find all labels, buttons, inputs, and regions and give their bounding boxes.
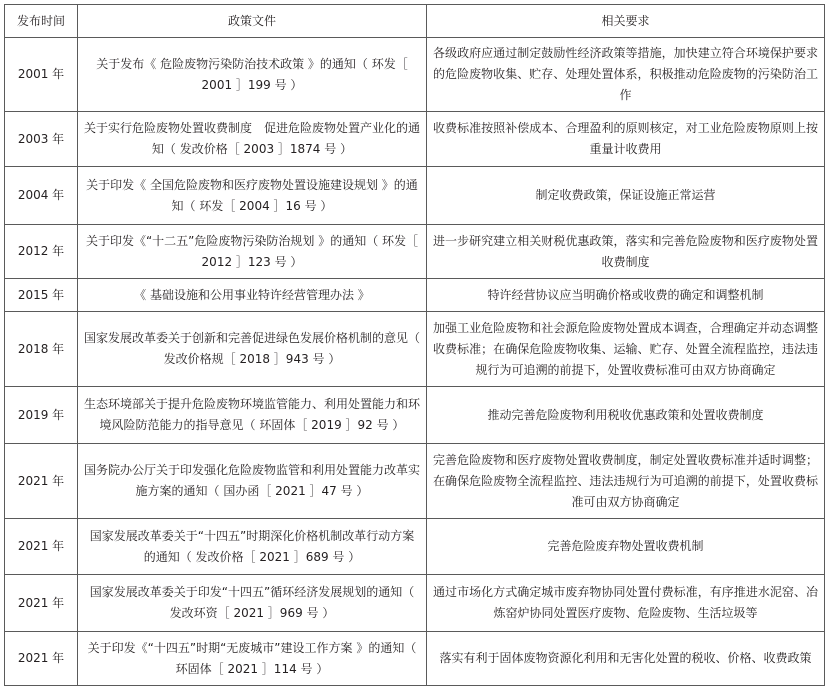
table-row	[5, 167, 825, 225]
table-row	[5, 575, 825, 632]
table-row	[5, 279, 825, 312]
row-year: 2019 年	[5, 387, 78, 444]
table-header-row	[5, 5, 825, 38]
row-policy: 国务院办公厅关于印发强化危险废物监管和利用处置能力改革实施方案的通知（ 国办函［ 2021 ］47 号 ）	[78, 444, 427, 519]
row-requirement: 完善危险废物和医疗废物处置收费制度，制定处置收费标准并适时调整；在确保危险废物全流程监控、违法违规行为可追溯的前提下，处置收费标准可由双方协商确定	[427, 444, 825, 519]
policy-document	[4, 4, 824, 693]
row-year: 2018 年	[5, 312, 78, 387]
row-year: 2021 年	[5, 575, 78, 632]
row-policy: 关于印发《“十二五”危险废物污染防治规划 》的通知（ 环发［ 2012 ］123 号 ）	[78, 225, 427, 279]
row-requirement: 落实有利于固体废物资源化利用和无害化处置的税收、价格、收费政策	[427, 632, 825, 686]
row-year: 2021 年	[5, 519, 78, 575]
row-policy: 国家发展改革委关于印发“十四五”循环经济发展规划的通知（ 发改环资［ 2021 ］969 号 ）	[78, 575, 427, 632]
row-policy: 关于发布《 危险废物污染防治技术政策 》的通知（ 环发［ 2001 ］199 号 ）	[78, 38, 427, 112]
row-policy: 国家发展改革委关于“十四五”时期深化价格机制改革行动方案的通知（ 发改价格［ 2021 ］689 号 ）	[78, 519, 427, 575]
row-year: 2012 年	[5, 225, 78, 279]
row-year: 2015 年	[5, 279, 78, 312]
row-requirement: 各级政府应通过制定鼓励性经济政策等措施，加快建立符合环境保护要求的危险废物收集、贮存、处理处置体系，积极推动危险废物的污染防治工作	[427, 38, 825, 112]
row-requirement: 通过市场化方式确定城市废弃物协同处置付费标准，有序推进水泥窑、冶炼窑炉协同处置医疗废物、危险废物、生活垃圾等	[427, 575, 825, 632]
row-policy: 关于印发《“十四五”时期“无废城市”建设工作方案 》的通知（ 环固体［ 2021 ］114 号 ）	[78, 632, 427, 686]
table-row	[5, 632, 825, 686]
header-policy: 政策文件	[78, 5, 427, 38]
row-policy: 《 基础设施和公用事业特许经营管理办法 》	[78, 279, 427, 312]
table-row	[5, 112, 825, 167]
table-row	[5, 225, 825, 279]
table-row	[5, 312, 825, 387]
policy-table	[4, 4, 825, 686]
row-year: 2001 年	[5, 38, 78, 112]
row-year: 2021 年	[5, 444, 78, 519]
row-policy: 关于印发《 全国危险废物和医疗废物处置设施建设规划 》的通知（ 环发［ 2004 ］16 号 ）	[78, 167, 427, 225]
table-row	[5, 38, 825, 112]
row-requirement: 特许经营协议应当明确价格或收费的确定和调整机制	[427, 279, 825, 312]
table-row	[5, 519, 825, 575]
row-requirement: 完善危险废弃物处置收费机制	[427, 519, 825, 575]
row-requirement: 加强工业危险废物和社会源危险废物处置成本调查，合理确定并动态调整收费标准；在确保危险废物收集、运输、贮存、处置全流程监控，违法违规行为可追溯的前提下，处置收费标准可由双方协商确定	[427, 312, 825, 387]
row-requirement: 收费标准按照补偿成本、合理盈利的原则核定，对工业危险废物原则上按重量计收费用	[427, 112, 825, 167]
row-year: 2021 年	[5, 632, 78, 686]
row-policy: 关于实行危险废物处置收费制度 促进危险废物处置产业化的通知（ 发改价格［ 2003 ］1874 号 ）	[78, 112, 427, 167]
row-policy: 生态环境部关于提升危险废物环境监管能力、利用处置能力和环境风险防范能力的指导意见（ 环固体［ 2019 ］92 号 ）	[78, 387, 427, 444]
row-requirement: 进一步研究建立相关财税优惠政策，落实和完善危险废物和医疗废物处置收费制度	[427, 225, 825, 279]
table-row	[5, 387, 825, 444]
row-policy: 国家发展改革委关于创新和完善促进绿色发展价格机制的意见（ 发改价格规［ 2018 ］943 号 ）	[78, 312, 427, 387]
table-row	[5, 444, 825, 519]
row-requirement: 制定收费政策，保证设施正常运营	[427, 167, 825, 225]
row-year: 2004 年	[5, 167, 78, 225]
header-requirement: 相关要求	[427, 5, 825, 38]
header-date: 发布时间	[5, 5, 78, 38]
row-year: 2003 年	[5, 112, 78, 167]
row-requirement: 推动完善危险废物利用税收优惠政策和处置收费制度	[427, 387, 825, 444]
